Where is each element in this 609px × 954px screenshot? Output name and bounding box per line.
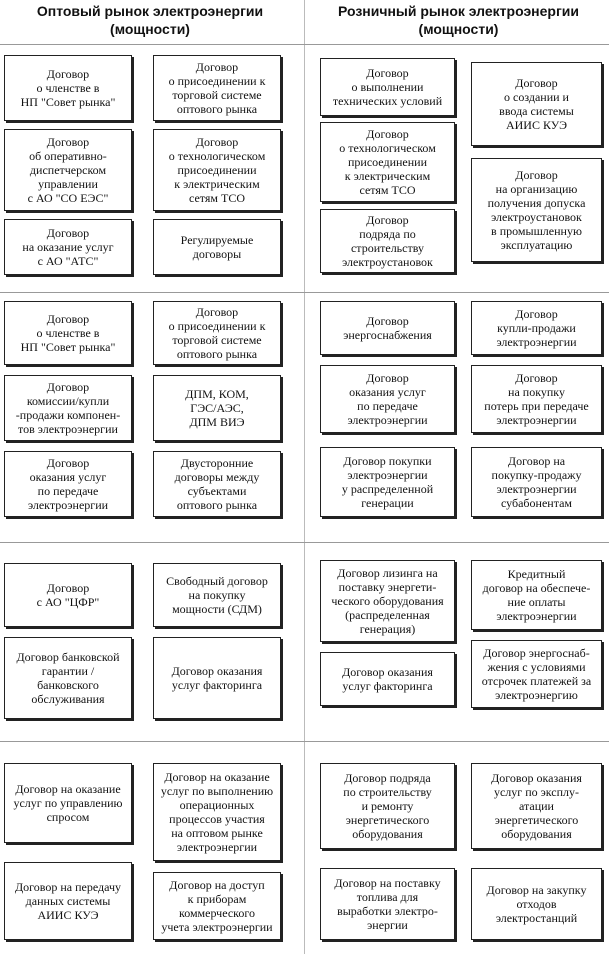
contract-label: Кредитный договор на обеспече- ние оплаты электроэнергии [482,567,591,623]
contract-box [320,560,455,642]
contract-box [471,158,602,262]
contract-box [4,219,132,275]
contract-label: Договор на организацию получения допуска электроустановок в промышленную эксплуатацию [487,168,586,252]
contract-box [320,447,455,517]
contract-label: Договор с АО "ЦФР" [36,581,100,609]
contract-box [4,563,132,627]
contract-box [4,375,132,441]
contract-label: Договор лизинга на поставку энергети- ческого оборудования (распределенная генерация) [331,566,444,636]
contract-label: Договор энергоснабжения [343,314,432,342]
contract-box [153,637,281,719]
contract-label: Договор купли-продажи электроэнергии [496,307,577,349]
contract-box [320,868,455,940]
contract-label: Договор комиссии/купли -продажи компонен- тов электроэнергии [15,380,121,436]
contract-label: Договор на оказание услуг с АО "АТС" [22,226,114,268]
retail-market-header: Розничный рынок электроэнергии (мощности) [337,3,580,37]
contract-box [4,55,132,121]
contract-label: Договор о создании и ввода системы АИИС КУЭ [499,76,574,132]
contract-box [320,122,455,202]
section-divider-2 [0,542,609,543]
contract-label: Договор подряда по строительству и ремонту энергетического оборудования [343,771,432,841]
contract-box [4,637,132,719]
contract-label: Договор покупки электроэнергии у распределенной генерации [341,454,434,510]
contract-label: Двусторонние договоры между субъектами оптового рынка [174,456,260,512]
contract-box [4,129,132,211]
contract-label: Свободный договор на покупку мощности (СДМ) [166,574,268,616]
section-divider-3 [0,741,609,742]
section-divider-1 [0,292,609,293]
contract-label: Договор оказания услуг факторинга [171,664,263,692]
contract-box [471,868,602,940]
contract-label: Договор на покупку-продажу электроэнергии субабонентам [491,454,582,510]
contract-label: Договор на закупку отходов электростанций [486,883,587,925]
contract-label: Договор на покупку потерь при передаче электроэнергии [484,371,589,427]
contract-label: Договор о выполнении технических условий [332,66,443,108]
contract-box [471,763,602,849]
contract-box [320,763,455,849]
contract-label: ДПМ, КОМ, ГЭС/АЭС, ДПМ ВИЭ [185,387,249,429]
contract-box [320,652,455,706]
wholesale-market-header: Оптовый рынок электроэнергии (мощности) [36,3,264,37]
contract-box [153,375,281,441]
contract-label: Договор оказания услуг по эксплу- атации энергетического оборудования [491,771,582,841]
contract-box [320,301,455,355]
contract-label: Договор подряда по строительству электроустановок [342,213,433,269]
contract-box [4,862,132,940]
contract-label: Договор оказания услуг по передаче электроэнергии [347,371,428,427]
contract-label: Договор о членстве в НП "Совет рынка" [20,312,116,354]
contract-box [4,763,132,843]
contract-box [320,209,455,273]
contract-box [153,55,281,121]
contract-label: Регулируемые договоры [180,233,254,261]
contract-label: Договор о технологическом присоединении к электрическим сетям ТСО [339,127,436,197]
contract-box [153,451,281,517]
contract-label: Договор о членстве в НП "Совет рынка" [20,67,116,109]
contract-box [153,872,281,940]
contract-box [471,301,602,355]
contract-label: Договор оказания услуг факторинга [342,665,433,693]
contract-label: Договор на поставку топлива для выработки электро- энергии [334,876,441,932]
contract-box [320,58,455,116]
contract-label: Договор об оперативно- диспетчерском управлении с АО "СО ЕЭС" [27,135,109,205]
contract-box [4,301,132,365]
contract-box [471,640,602,708]
column-divider [304,0,305,954]
header-divider [0,44,609,45]
contract-box [4,451,132,517]
contract-label: Договор на передачу данных системы АИИС КУЭ [14,880,122,922]
contract-label: Договор о присоединении к торговой системе оптового рынка [168,60,266,116]
contract-box [471,447,602,517]
contract-box [153,301,281,365]
contract-box [153,219,281,275]
contract-box [471,62,602,146]
contract-label: Договор на оказание услуг по управлению спросом [13,782,123,824]
contract-box [153,563,281,627]
contract-box [153,763,281,861]
contract-label: Договор оказания услуг по передаче электроэнергии [27,456,109,512]
contract-label: Договор о технологическом присоединении к электрическим сетям ТСО [168,135,266,205]
contract-box [320,365,455,433]
contract-label: Договор энергоснаб- жения с условиями отсрочек платежей за электроэнергию [481,646,592,702]
contract-label: Договор на оказание услуг по выполнению операционных процессов участия на оптовом рынке электроэнергии [160,770,274,854]
contract-label: Договор банковской гарантии / банковского обслуживания [16,650,120,706]
contract-label: Договор на доступ к приборам коммерческого учета электроэнергии [161,878,273,934]
contract-box [153,129,281,211]
contract-box [471,365,602,433]
contract-label: Договор о присоединении к торговой системе оптового рынка [168,305,266,361]
contract-box [471,560,602,630]
